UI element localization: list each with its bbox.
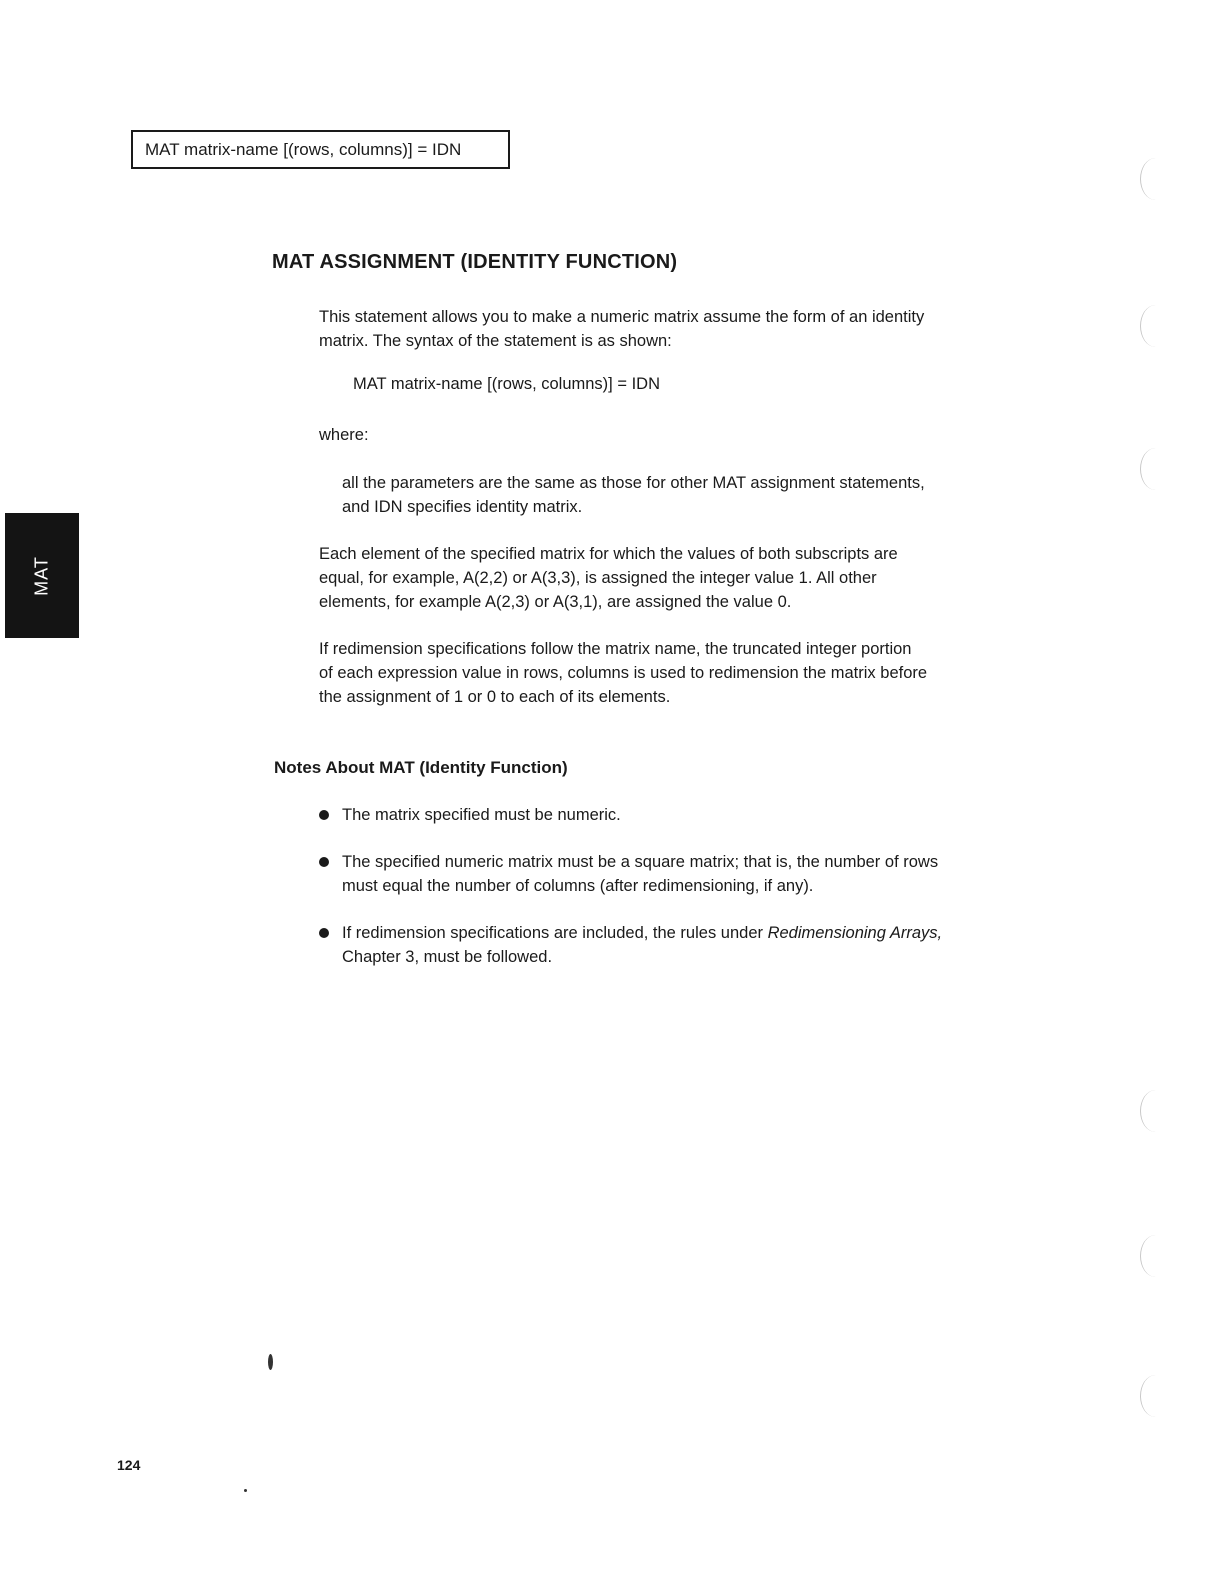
bullet-text: must equal the number of columns (after redimensioning, if any).	[342, 877, 814, 895]
list-item	[318, 921, 1008, 969]
chapter-reference: Redimensioning Arrays,	[767, 924, 943, 942]
list-item	[318, 850, 1008, 898]
page-number: 124	[117, 1457, 141, 1473]
paragraph-line: of each expression value in rows, columns is used to redimension the matrix before	[319, 664, 928, 682]
notes-heading: Notes About MAT (Identity Function)	[274, 758, 568, 777]
intro-paragraph	[319, 305, 1009, 353]
where-line: and IDN specifies identity matrix.	[342, 498, 583, 516]
binder-hole	[1140, 1235, 1171, 1277]
bullet-text: Chapter 3, must be followed.	[342, 948, 553, 966]
intro-line: This statement allows you to make a numeric matrix assume the form of an identity	[319, 308, 925, 326]
element-assignment-paragraph	[319, 542, 1009, 614]
notes-list	[318, 803, 1008, 992]
redimension-paragraph	[319, 637, 1009, 709]
binder-hole	[1140, 448, 1171, 490]
paragraph-line: Each element of the specified matrix for which the values of both subscripts are	[319, 545, 898, 563]
bullet-icon	[319, 928, 329, 938]
list-item	[318, 803, 1008, 827]
section-tab	[5, 513, 79, 638]
paragraph-line: If redimension specifications follow the matrix name, the truncated integer portion	[319, 640, 912, 658]
bullet-icon	[319, 810, 329, 820]
binder-hole	[1140, 1375, 1171, 1417]
bullet-icon	[319, 857, 329, 867]
syntax-box	[131, 130, 510, 169]
where-label: where:	[319, 426, 369, 444]
section-heading: MAT ASSIGNMENT (IDENTITY FUNCTION)	[272, 251, 678, 273]
scan-speck	[244, 1489, 247, 1492]
syntax-box-text: MAT matrix-name [(rows, columns)] = IDN	[145, 140, 462, 159]
binder-hole	[1140, 1090, 1171, 1132]
paragraph-line: elements, for example A(2,3) or A(3,1), are assigned the value 0.	[319, 593, 792, 611]
binder-hole	[1140, 305, 1171, 347]
bullet-text: The matrix specified must be numeric.	[342, 806, 621, 824]
binder-hole	[1140, 158, 1171, 200]
paragraph-line: equal, for example, A(2,2) or A(3,3), is assigned the integer value 1. All other	[319, 569, 877, 587]
syntax-example: MAT matrix-name [(rows, columns)] = IDN	[353, 375, 660, 393]
section-tab-label: MAT	[31, 555, 52, 596]
bullet-text: The specified numeric matrix must be a square matrix; that is, the number of rows	[342, 853, 939, 871]
where-description	[342, 471, 1002, 519]
where-line: all the parameters are the same as those for other MAT assignment statements,	[342, 474, 925, 492]
scan-speck	[268, 1354, 273, 1370]
paragraph-line: the assignment of 1 or 0 to each of its elements.	[319, 688, 671, 706]
intro-line: matrix. The syntax of the statement is as shown:	[319, 332, 672, 350]
bullet-text: If redimension specifications are included, the rules under	[342, 924, 768, 942]
